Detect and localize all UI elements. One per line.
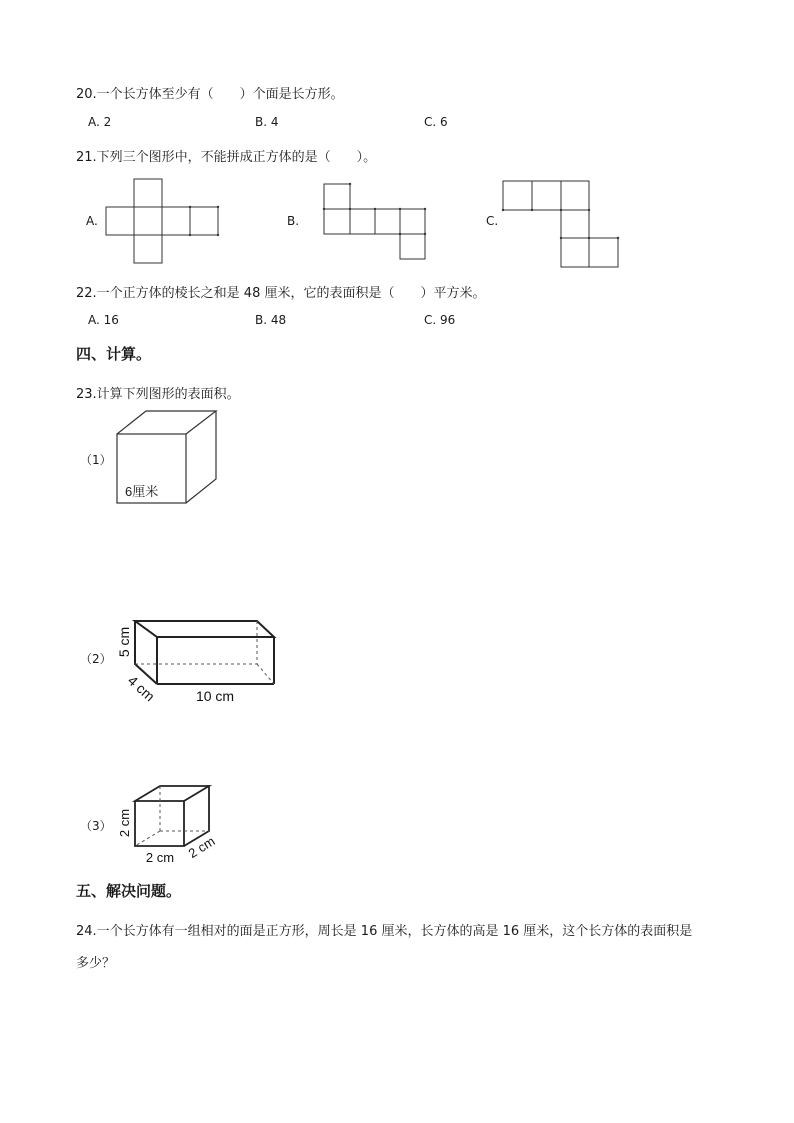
height-label: 5 cm <box>116 626 132 658</box>
height-label: 2 cm <box>117 808 132 838</box>
section-title: 五、解决问题。 <box>76 882 182 900</box>
option-b: B. 4 <box>255 115 279 129</box>
question-23: 23.计算下列图形的表面积。 <box>76 387 240 402</box>
part-label-1: （1） <box>80 453 112 467</box>
figure-label-a: A. <box>86 214 98 228</box>
width-label: 4 cm <box>124 672 158 705</box>
part-label-2: （2） <box>80 652 112 666</box>
question-21: 21.下列三个图形中，不能拼成正方体的是（ ）。 <box>76 150 377 165</box>
option-c: C. 6 <box>424 115 448 129</box>
figure-label-b: B. <box>287 214 300 228</box>
option-b: B. 48 <box>255 313 287 327</box>
question-22: 22.一个正方体的棱长之和是 48 厘米，它的表面积是（ ）平方米。 <box>76 286 486 301</box>
option-c: C. 96 <box>424 313 456 327</box>
question-24-line-2: 多少？ <box>76 956 116 971</box>
part-label-3: （3） <box>80 819 112 833</box>
question-20: 20.一个长方体至少有（ ）个面是长方形。 <box>76 87 344 102</box>
option-a: A. 16 <box>88 313 119 327</box>
section-title: 四、计算。 <box>76 345 152 363</box>
option-a: A. 2 <box>88 115 112 129</box>
edge-length-label: 6厘米 <box>125 484 159 499</box>
length-label: 2 cm <box>145 850 175 865</box>
figure-label-c: C. <box>486 214 499 228</box>
depth-label: 2 cm <box>185 833 218 862</box>
length-label: 10 cm <box>195 688 235 704</box>
question-24-line-1: 24.一个长方体有一组相对的面是正方形，周长是 16 厘米，长方体的高是 16 厘米，这个长方体的表面积是 <box>76 924 693 939</box>
